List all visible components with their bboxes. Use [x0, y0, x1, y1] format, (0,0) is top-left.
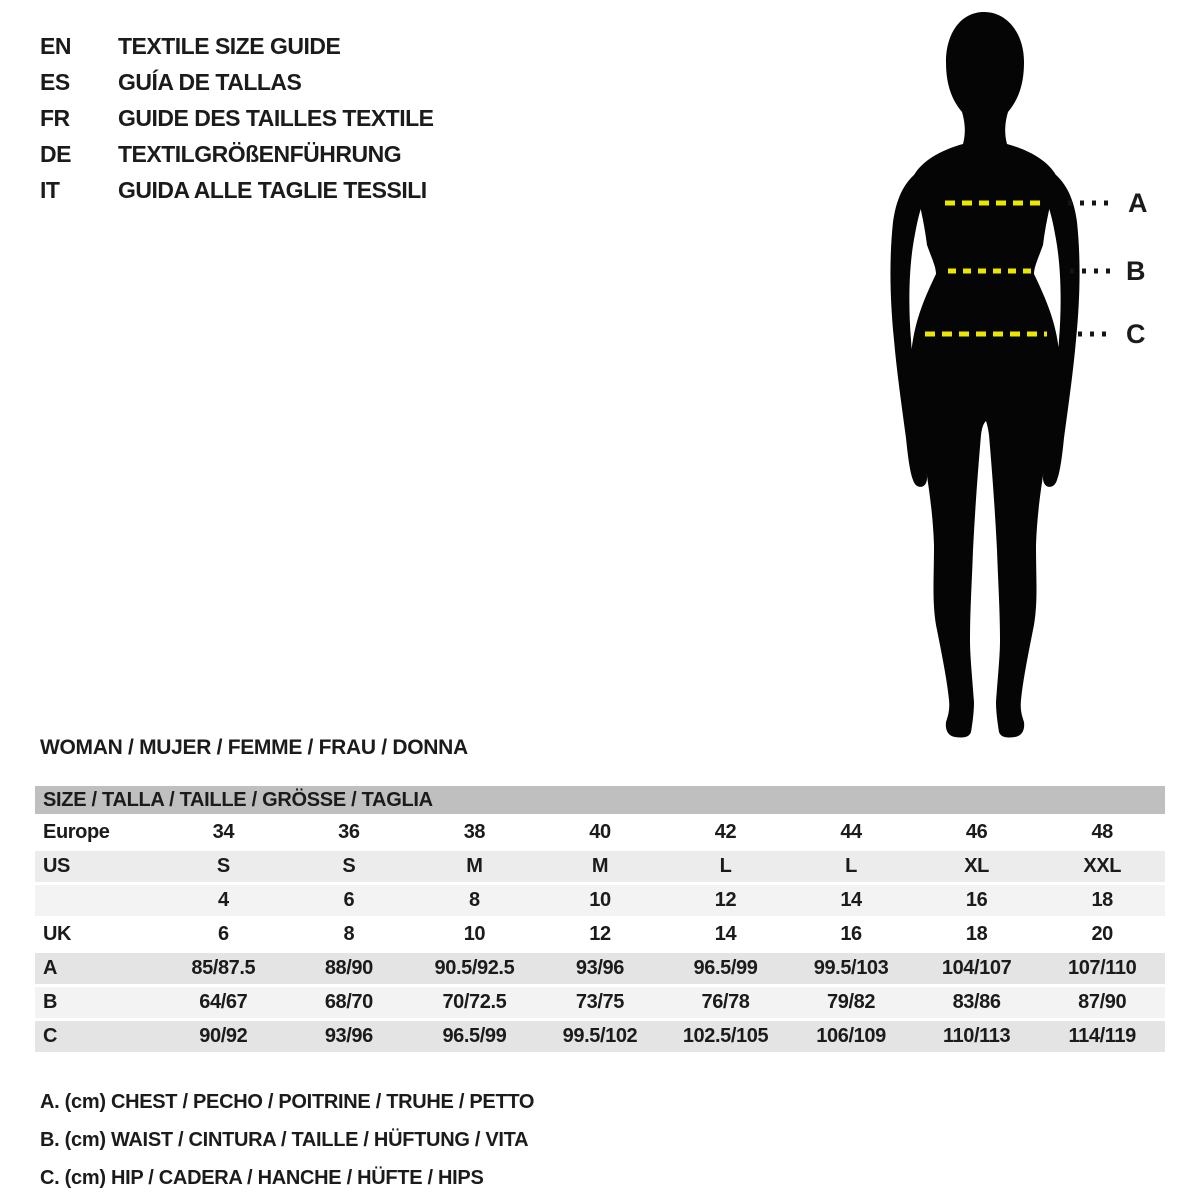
language-row: [40, 28, 434, 64]
size-cell: 40: [537, 816, 663, 850]
language-list: [40, 28, 434, 208]
size-cell: 90.5/92.5: [412, 952, 538, 986]
size-cell: 14: [663, 918, 789, 952]
language-row: [40, 100, 434, 136]
size-cell: S: [161, 850, 287, 884]
language-code: ES: [40, 68, 70, 95]
size-cell: 68/70: [286, 986, 412, 1020]
size-cell: S: [286, 850, 412, 884]
size-cell: 16: [914, 884, 1040, 918]
size-cell: 102.5/105: [663, 1020, 789, 1054]
size-cell: 114/119: [1039, 1020, 1165, 1054]
size-cell: 93/96: [537, 952, 663, 986]
size-cell: 6: [161, 918, 287, 952]
size-cell: 20: [1039, 918, 1165, 952]
size-cell: 12: [663, 884, 789, 918]
table-row: [35, 850, 1165, 884]
marker-label-a: A: [1128, 188, 1148, 218]
size-cell: 83/86: [914, 986, 1040, 1020]
size-cell: M: [412, 850, 538, 884]
size-cell: 76/78: [663, 986, 789, 1020]
row-label: C: [35, 1020, 161, 1054]
size-cell: XL: [914, 850, 1040, 884]
size-cell: 85/87.5: [161, 952, 287, 986]
table-row: [35, 1020, 1165, 1054]
silhouette-body: [911, 12, 1059, 737]
size-cell: 38: [412, 816, 538, 850]
size-cell: 14: [788, 884, 914, 918]
row-label: UK: [35, 918, 161, 952]
language-code: DE: [40, 140, 71, 167]
table-header: SIZE / TALLA / TAILLE / GRÖSSE / TAGLIA: [35, 786, 1165, 816]
table-row: [35, 952, 1165, 986]
row-label: A: [35, 952, 161, 986]
language-code: FR: [40, 104, 70, 131]
language-row: [40, 64, 434, 100]
size-cell: M: [537, 850, 663, 884]
legend-line: B. (cm) WAIST / CINTURA / TAILLE / HÜFTUNG / VITA: [40, 1129, 529, 1151]
language-title: GUIDA ALLE TAGLIE TESSILI: [118, 176, 427, 203]
language-code: IT: [40, 176, 60, 203]
size-cell: 10: [537, 884, 663, 918]
language-row: [40, 136, 434, 172]
size-cell: 99.5/102: [537, 1020, 663, 1054]
table-row: [35, 884, 1165, 918]
size-cell: 99.5/103: [788, 952, 914, 986]
size-cell: 106/109: [788, 1020, 914, 1054]
row-label: US: [35, 850, 161, 884]
size-cell: 90/92: [161, 1020, 287, 1054]
size-cell: 96.5/99: [412, 1020, 538, 1054]
size-cell: 46: [914, 816, 1040, 850]
size-cell: 70/72.5: [412, 986, 538, 1020]
size-cell: 79/82: [788, 986, 914, 1020]
language-title: TEXTILE SIZE GUIDE: [118, 32, 341, 59]
size-cell: 44: [788, 816, 914, 850]
size-cell: 6: [286, 884, 412, 918]
size-cell: XXL: [1039, 850, 1165, 884]
table-row: [35, 816, 1165, 850]
size-cell: 88/90: [286, 952, 412, 986]
size-cell: 8: [412, 884, 538, 918]
size-cell: 16: [788, 918, 914, 952]
legend-line: A. (cm) CHEST / PECHO / POITRINE / TRUHE / PETTO: [40, 1091, 535, 1113]
size-cell: L: [663, 850, 789, 884]
language-title: GUIDE DES TAILLES TEXTILE: [118, 104, 434, 131]
size-cell: 10: [412, 918, 538, 952]
size-cell: 4: [161, 884, 287, 918]
size-cell: 73/75: [537, 986, 663, 1020]
size-cell: 107/110: [1039, 952, 1165, 986]
row-label: Europe: [35, 816, 161, 850]
marker-label-b: B: [1126, 256, 1146, 286]
size-cell: 12: [537, 918, 663, 952]
marker-label-c: C: [1126, 319, 1146, 349]
language-code: EN: [40, 32, 71, 59]
measurement-legend: [40, 1083, 534, 1197]
language-row: [40, 172, 434, 208]
woman-silhouette: [850, 0, 1150, 760]
size-cell: 104/107: [914, 952, 1040, 986]
section-title: WOMAN / MUJER / FEMME / FRAU / DONNA: [40, 736, 468, 759]
size-cell: 18: [1039, 884, 1165, 918]
size-cell: 93/96: [286, 1020, 412, 1054]
size-cell: 36: [286, 816, 412, 850]
size-cell: 34: [161, 816, 287, 850]
language-title: TEXTILGRÖßENFÜHRUNG: [118, 140, 402, 167]
size-table: [35, 786, 1165, 1055]
table-row: [35, 918, 1165, 952]
size-cell: L: [788, 850, 914, 884]
table-header-row: [35, 786, 1165, 816]
size-cell: 96.5/99: [663, 952, 789, 986]
size-cell: 87/90: [1039, 986, 1165, 1020]
row-label: B: [35, 986, 161, 1020]
table-row: [35, 986, 1165, 1020]
row-label: [35, 884, 161, 918]
size-cell: 48: [1039, 816, 1165, 850]
size-cell: 42: [663, 816, 789, 850]
legend-line: C. (cm) HIP / CADERA / HANCHE / HÜFTE / HIPS: [40, 1167, 484, 1189]
size-cell: 8: [286, 918, 412, 952]
language-title: GUÍA DE TALLAS: [118, 68, 302, 95]
size-cell: 18: [914, 918, 1040, 952]
size-cell: 64/67: [161, 986, 287, 1020]
size-cell: 110/113: [914, 1020, 1040, 1054]
